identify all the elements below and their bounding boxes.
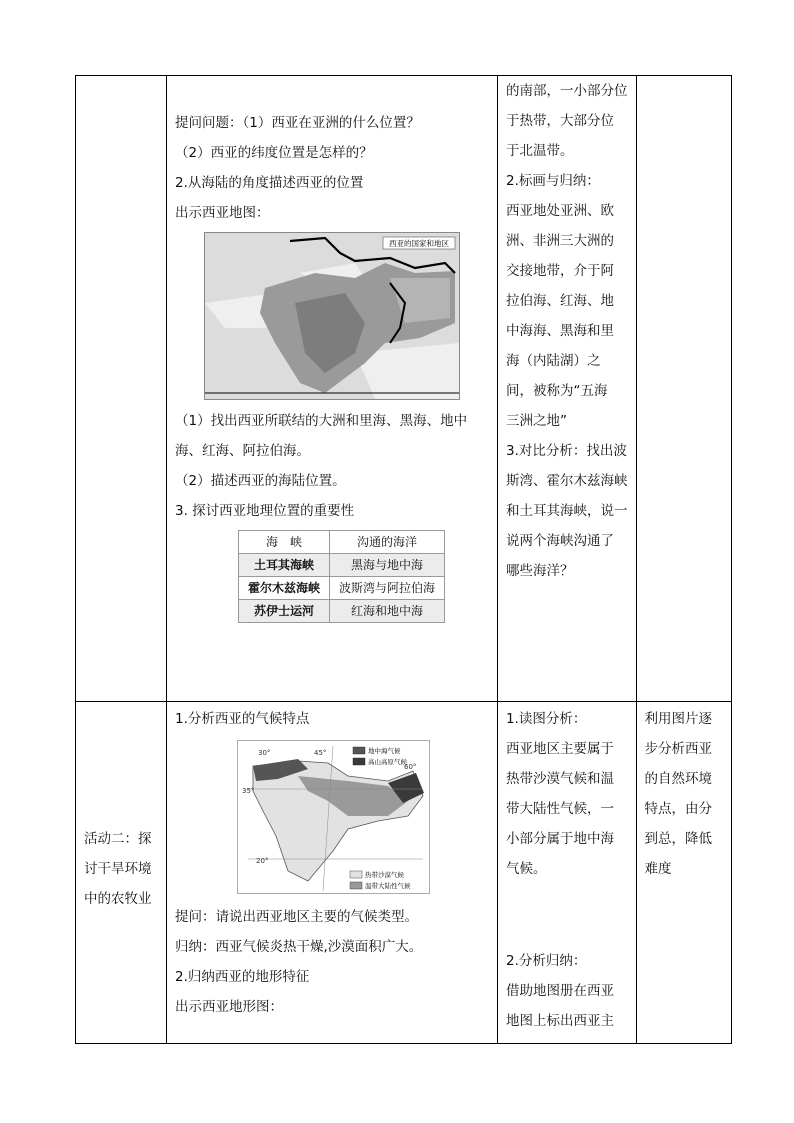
text-line: 2.标画与归纳： — [506, 173, 600, 189]
legend-label: 地中海气候 — [368, 747, 401, 755]
text-line: 提问问题：（1）西亚在亚洲的什么位置？ — [175, 115, 420, 131]
table-row — [239, 577, 445, 600]
table-row — [239, 554, 445, 577]
text-line: 利用图片逐 — [644, 711, 712, 727]
text-line: 热带沙漠气候和温 — [506, 771, 614, 787]
legend-label: 热带沙漠气候 — [365, 871, 404, 879]
lesson-plan-table — [75, 75, 732, 1044]
text-line: 于北温带。 — [506, 143, 574, 159]
student-activity-cell — [498, 702, 637, 1044]
design-intent-cell-empty — [636, 76, 731, 702]
text-line: 带大陆性气候，一 — [506, 801, 614, 817]
map-illustration — [205, 233, 459, 399]
text-line: 1.读图分析： — [506, 711, 587, 727]
text-line: 2.归纳西亚的地形特征 — [175, 969, 310, 985]
text-line: 海、红海、阿拉伯海。 — [175, 443, 310, 459]
table-row — [239, 531, 445, 554]
text-line: 地图上标出西亚主 — [506, 1013, 614, 1029]
svg-text:20°: 20° — [256, 857, 269, 865]
climate-map-illustration — [238, 741, 429, 893]
legend-label: 高山高原气候 — [368, 758, 407, 766]
text-line: 归纳：西亚气候炎热干燥,沙漠面积广大。 — [175, 939, 423, 955]
svg-text:60°: 60° — [404, 763, 417, 771]
text-line: 交接地带，介于阿 — [506, 263, 614, 279]
text-line: 出示西亚地形图： — [175, 999, 283, 1015]
text-line: （2）描述西亚的海陆位置。 — [175, 473, 346, 489]
text-line: 西亚地区主要属于 — [506, 741, 614, 757]
text-line: 2.从海陆的角度描述西亚的位置 — [175, 175, 364, 191]
text-line: 间，被称为“五海 — [506, 383, 608, 399]
text-line: 拉伯海、红海、地 — [506, 293, 614, 309]
table-cell: 土耳其海峡 — [239, 554, 330, 577]
table-row — [76, 76, 732, 702]
table-cell: 波斯湾与阿拉伯海 — [330, 577, 445, 600]
text-line: 斯湾、霍尔木兹海峡 — [506, 473, 628, 489]
teacher-activity-cell — [167, 702, 498, 1044]
text-line: 于热带，大部分位 — [506, 113, 614, 129]
text-line: 小部分属于地中海 — [506, 831, 614, 847]
text-line: 洲、非洲三大洲的 — [506, 233, 614, 249]
text-line: 2.分析归纳： — [506, 953, 587, 969]
activity-title-line: 讨干旱环境 — [84, 861, 152, 877]
table-row — [76, 702, 732, 1044]
student-activity-cell — [498, 76, 637, 702]
svg-text:30°: 30° — [258, 749, 271, 757]
teacher-activity-cell — [167, 76, 498, 702]
text-line: 说两个海峡沟通了 — [506, 533, 614, 549]
text-line: 3. 探讨西亚地理位置的重要性 — [175, 503, 355, 519]
map-title: 西亚的国家和地区 — [389, 239, 449, 248]
text-line: 的自然环境 — [644, 771, 712, 787]
text-line: 中海海、黑海和里 — [506, 323, 614, 339]
table-row — [239, 600, 445, 623]
text-line: 三洲之地” — [506, 413, 567, 429]
text-line: 借助地图册在西亚 — [506, 983, 614, 999]
text-line: （2）西亚的纬度位置是怎样的？ — [175, 145, 373, 161]
activity-title-line: 中的农牧业 — [84, 891, 152, 907]
text-line: 西亚地处亚洲、欧 — [506, 203, 614, 219]
text-line: 到总，降低 — [644, 831, 712, 847]
text-line: 1.分析西亚的气候特点 — [175, 711, 310, 727]
west-asia-map — [204, 232, 460, 400]
text-line: 和土耳其海峡，说一 — [506, 503, 628, 519]
activity-title-line: 活动二：探 — [84, 831, 152, 847]
column-header: 海 峡 — [239, 531, 330, 554]
column-header: 沟通的海洋 — [330, 531, 445, 554]
table-cell: 黑海与地中海 — [330, 554, 445, 577]
text-line: 难度 — [644, 861, 672, 877]
design-intent-cell — [636, 702, 731, 1044]
legend-label: 温带大陆性气候 — [365, 882, 411, 890]
text-line: 特点，由分 — [644, 801, 712, 817]
table-cell: 红海和地中海 — [330, 600, 445, 623]
text-line: 哪些海洋？ — [506, 563, 574, 579]
text-line: 海（内陆湖）之 — [506, 353, 601, 369]
table-cell: 苏伊士运河 — [239, 600, 330, 623]
table-cell: 霍尔木兹海峡 — [239, 577, 330, 600]
activity-name-cell — [76, 702, 167, 1044]
text-line: 3.对比分析：找出波 — [506, 443, 627, 459]
strait-table — [238, 530, 445, 623]
text-line: 气候。 — [506, 861, 547, 877]
svg-text:45°: 45° — [314, 749, 327, 757]
text-line: 的南部，一小部分位 — [506, 83, 628, 99]
text-line: 步分析西亚 — [644, 741, 712, 757]
text-line: （1）找出西亚所联结的大洲和里海、黑海、地中 — [175, 413, 468, 429]
text-line: 出示西亚地图： — [175, 205, 270, 221]
activity-cell-empty — [76, 76, 167, 702]
text-line: 提问：请说出西亚地区主要的气候类型。 — [175, 909, 418, 925]
svg-text:35°: 35° — [242, 787, 255, 795]
climate-map — [237, 740, 430, 894]
